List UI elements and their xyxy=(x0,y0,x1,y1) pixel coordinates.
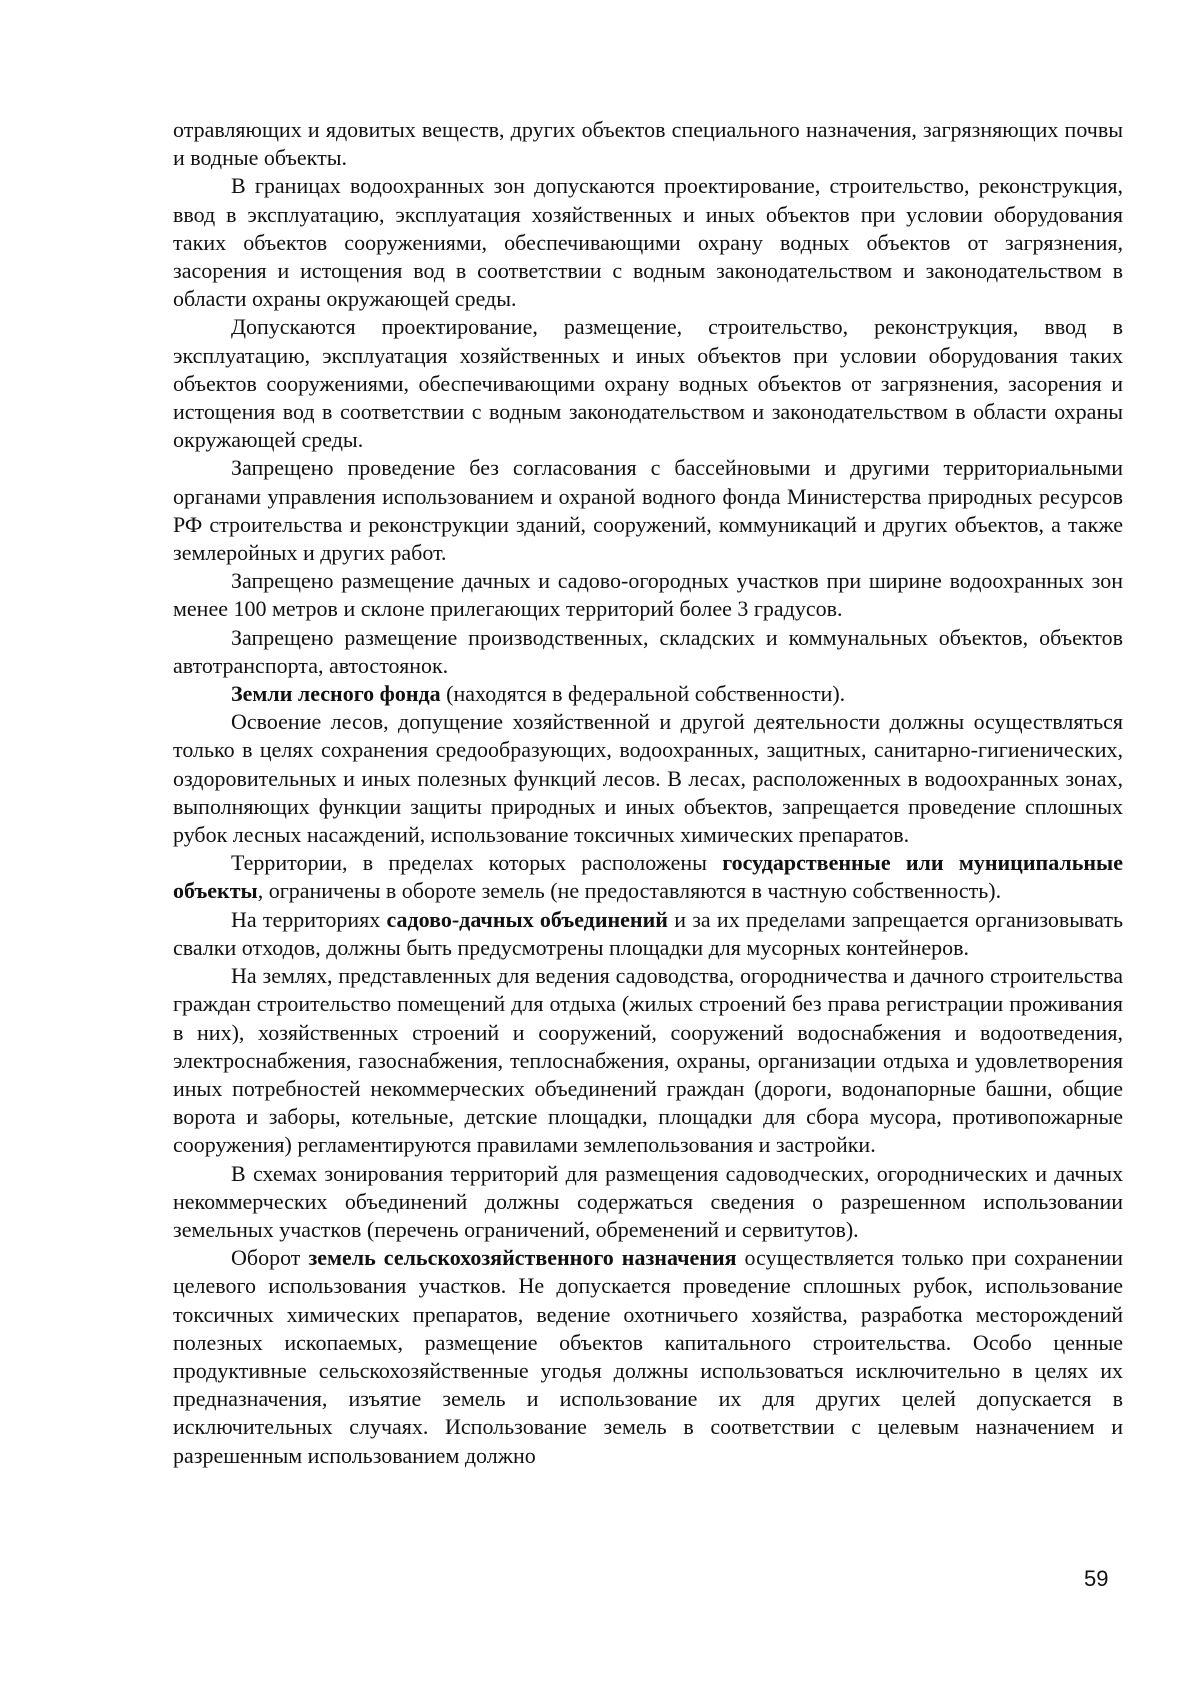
paragraph xyxy=(173,962,1123,1159)
paragraph xyxy=(173,680,1123,708)
paragraph xyxy=(173,624,1123,680)
document-body xyxy=(173,116,1123,1470)
text-run: На землях, представленных для ведения садоводства, огородничества и дачного строительства граждан строительство помещений для отдыха (жилых строений без права регистрации проживания в них), хозяйственных строений и сооружений, сооружений водоснабжения и водоотведения, электроснабжения, газоснабжения, теплоснабжения, охраны, организации отдыха и удовлетворения иных потребностей некоммерческих объединений граждан (дороги, водонапорные башни, общие ворота и заборы, котельные, детские площадки, площадки для сбора мусора, противопожарные сооружения) регламентируются правилами землепользования и застройки. xyxy=(173,963,1123,1158)
bold-text: государственные или муниципальные объекты xyxy=(173,850,1123,904)
text-run: (находятся в федеральной собственности). xyxy=(440,681,846,707)
text-run: Территории, в пределах которых расположены xyxy=(231,850,723,876)
bold-text: садово-дачных объединений xyxy=(386,906,668,932)
bold-text: Земли лесного фонда xyxy=(231,681,441,707)
paragraph xyxy=(173,567,1123,623)
bold-text: земель сельскохозяйственного назначения xyxy=(308,1245,737,1271)
text-run: , ограничены в обороте земель (не предоставляются в частную собственность). xyxy=(257,878,1002,904)
text-run: В схемах зонирования территорий для размещения садоводческих, огороднических и дачных некоммерческих объединений должны содержаться сведения о разрешенном использовании земельных участков (перечень ограничений, обременений и сервитутов). xyxy=(173,1160,1123,1242)
paragraph xyxy=(173,906,1123,962)
page-number: 59 xyxy=(1084,1566,1109,1591)
paragraph xyxy=(173,172,1123,313)
text-run: На территориях xyxy=(231,906,387,932)
paragraph xyxy=(173,1244,1123,1470)
text-run: Запрещено размещение дачных и садово-огородных участков при ширине водоохранных зон менее 100 метров и склоне прилегающих территорий более 3 градусов. xyxy=(173,568,1123,622)
paragraph xyxy=(173,1160,1123,1245)
text-run: осуществляется только при сохранении целевого использования участков. Не допускается проведение сплошных рубок, использование токсичных химических препаратов, ведение охотничьего хозяйства, разработка месторождений полезных ископаемых, размещение объектов капитального строительства. Особо ценные продуктивные сельскохозяйственные угодья должны использоваться исключительно в целях их предназначения, изъятие земель и использование их для других целей допускается в исключительных случаях. Использование земель в соответствии с целевым назначением и разрешенным использованием должно xyxy=(173,1245,1124,1468)
paragraph xyxy=(173,849,1123,905)
paragraph xyxy=(173,708,1123,849)
paragraph xyxy=(173,313,1123,454)
text-run: отравляющих и ядовитых веществ, других объектов специального назначения, загрязняющих почвы и водные объекты. xyxy=(173,117,1123,171)
text-run: В границах водоохранных зон допускаются проектирование, строительство, реконструкция, ввод в эксплуатацию, эксплуатация хозяйственных и иных объектов при условии оборудования таких объектов сооружениями, обеспечивающими охрану водных объектов от загрязнения, засорения и истощения вод в соответствии с водным законодательством и законодательством в области охраны окружающей среды. xyxy=(173,173,1123,312)
text-run: Оборот xyxy=(231,1245,309,1271)
text-run: Запрещено проведение без согласования с бассейновыми и другими территориальными органами управления использованием и охраной водного фонда Министерства природных ресурсов РФ строительства и реконструкции зданий, сооружений, коммуникаций и других объектов, а также землеройных и других работ. xyxy=(173,455,1123,566)
text-run: и за их пределами запрещается организовывать свалки отходов, должны быть предусмотрены площадки для мусорных контейнеров. xyxy=(173,906,1123,960)
paragraph xyxy=(173,454,1123,567)
text-run: Допускаются проектирование, размещение, строительство, реконструкция, ввод в эксплуатацию, эксплуатация хозяйственных и иных объектов при условии оборудования таких объектов сооружениями, обеспечивающими охрану водных объектов от загрязнения, засорения и истощения вод в соответствии с водным законодательством и законодательством в области охраны окружающей среды. xyxy=(173,314,1123,453)
text-run: Освоение лесов, допущение хозяйственной и другой деятельности должны осуществляться только в целях сохранения средообразующих, водоохранных, защитных, санитарно-гигиенических, оздоровительных и иных полезных функций лесов. В лесах, расположенных в водоохранных зонах, выполняющих функции защиты природных и иных объектов, запрещается проведение сплошных рубок лесных насаждений, использование токсичных химических препаратов. xyxy=(173,709,1123,848)
paragraph xyxy=(173,116,1123,172)
text-run: Запрещено размещение производственных, складских и коммунальных объектов, объектов автотранспорта, автостоянок. xyxy=(173,624,1123,678)
